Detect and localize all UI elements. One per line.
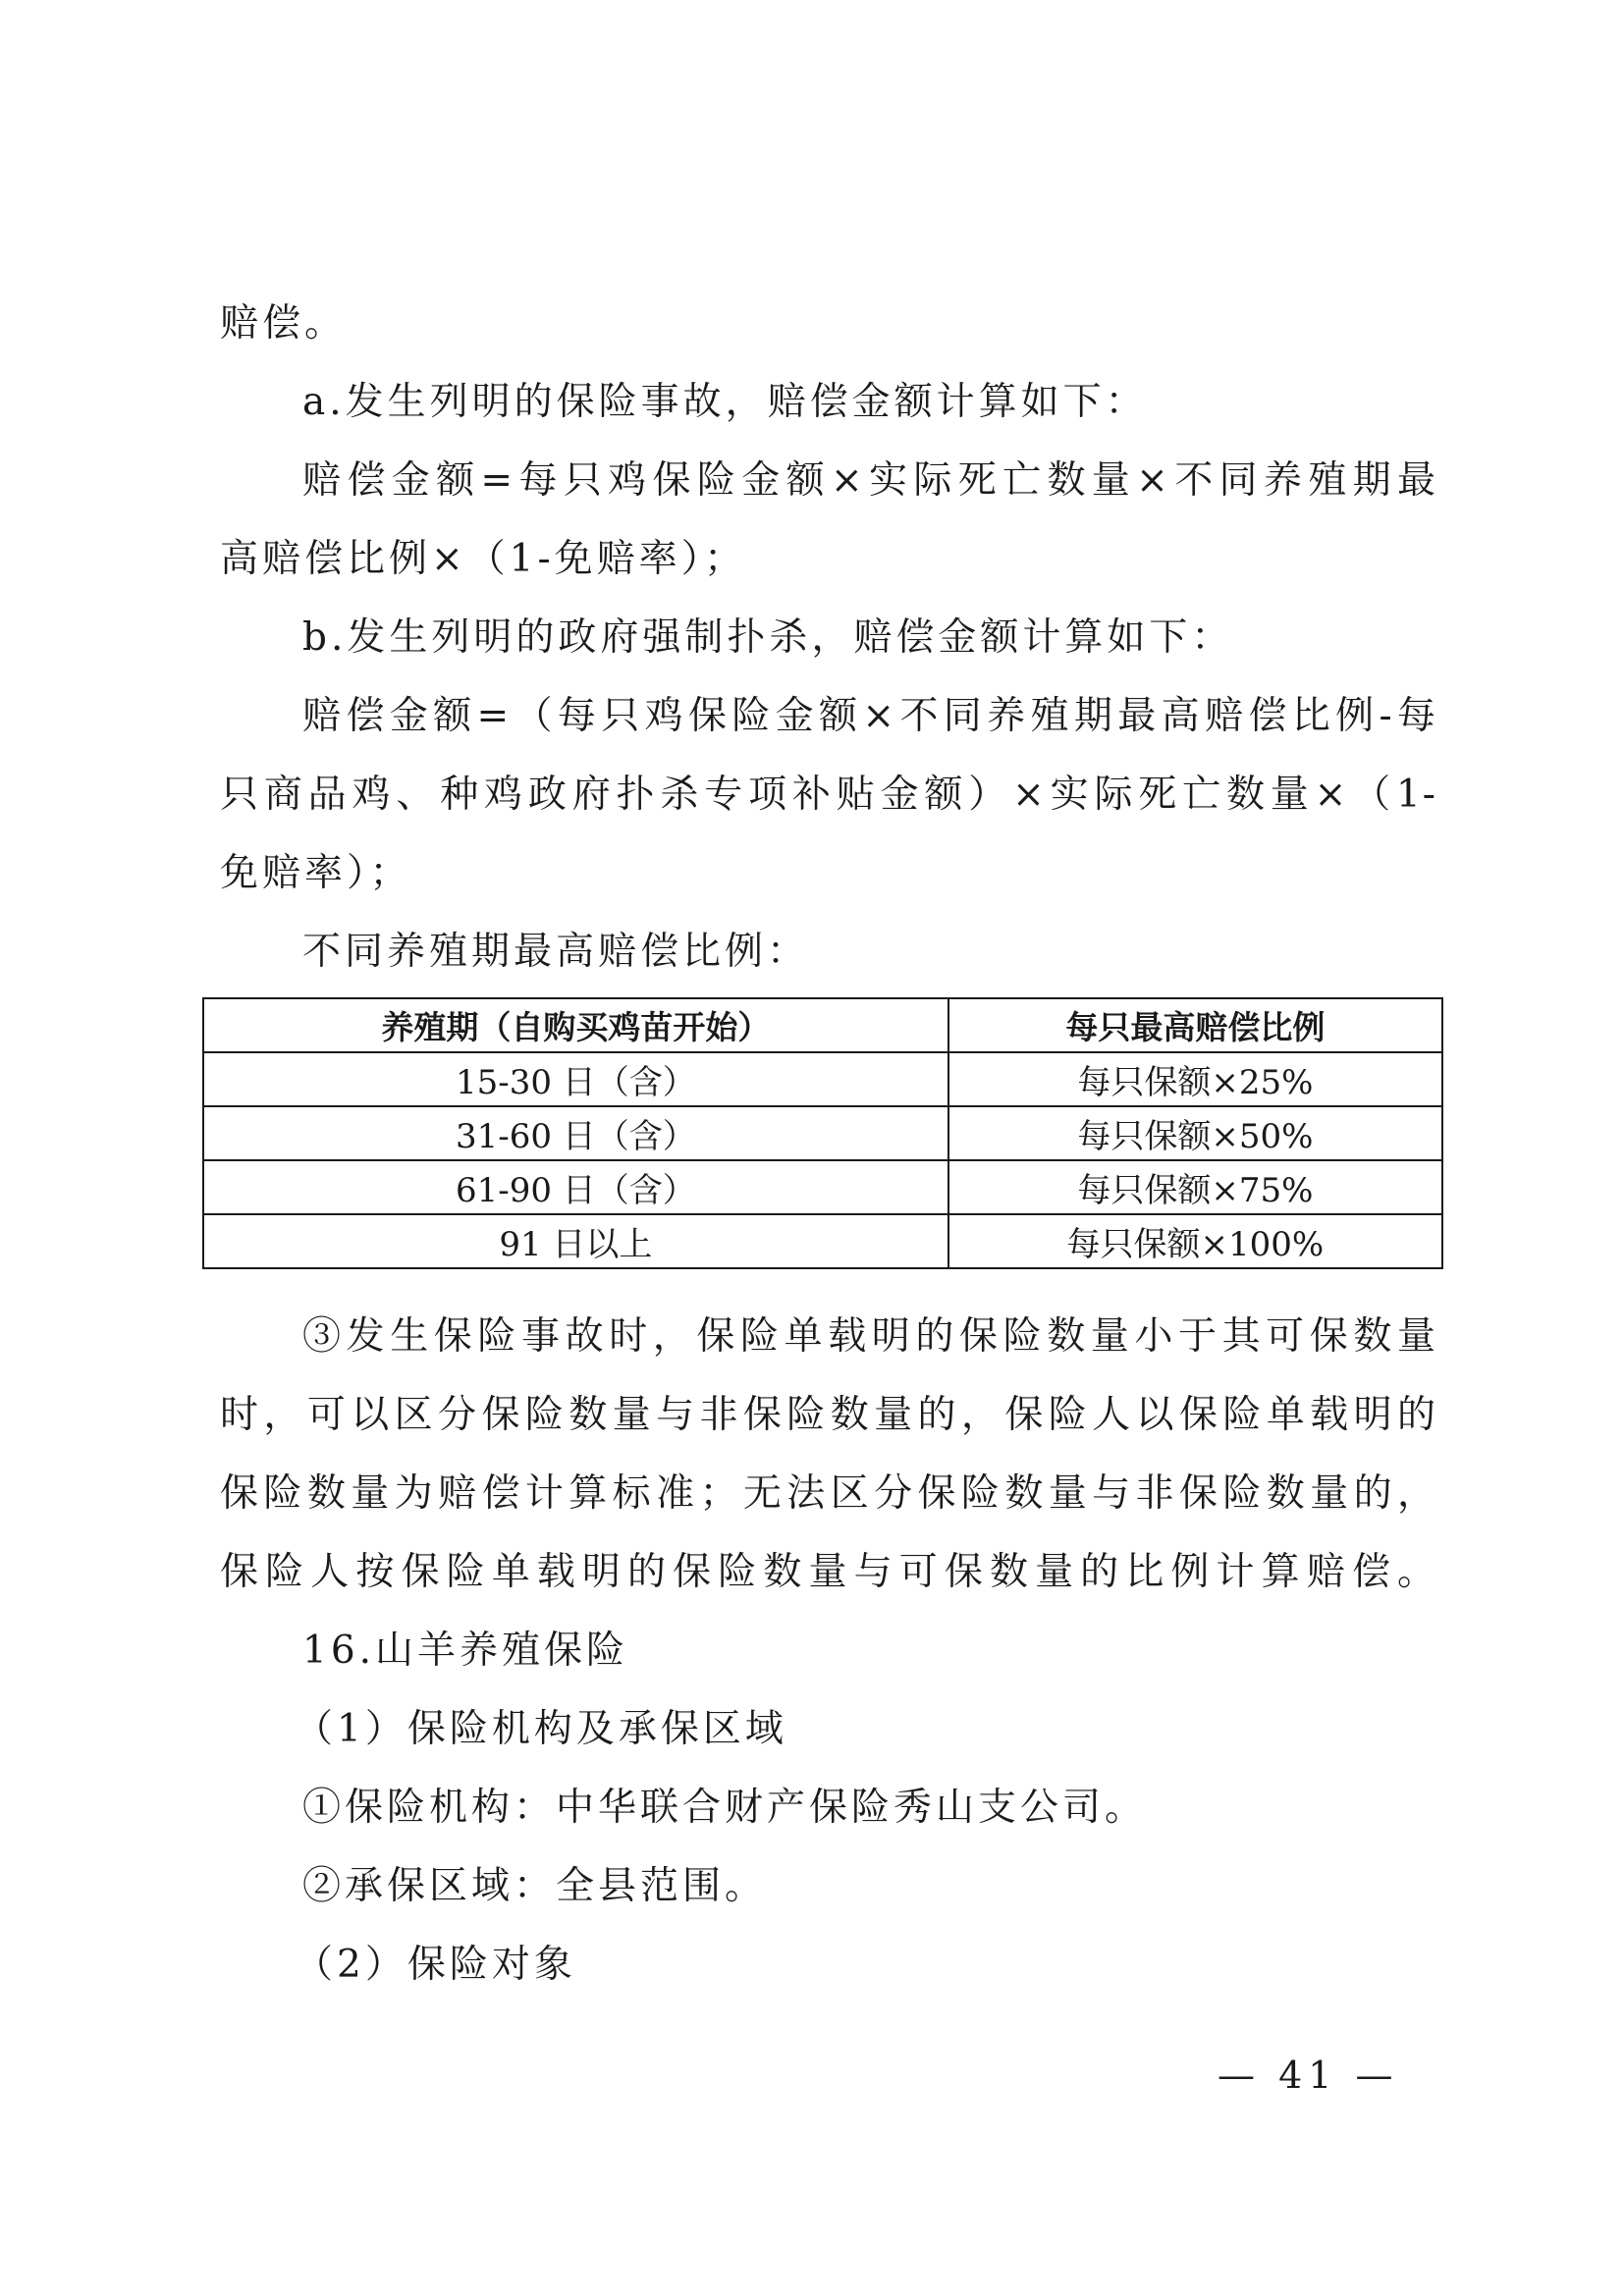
table-row [203, 1214, 1442, 1268]
period-cell: 15-30 日（含） [203, 1052, 948, 1106]
page-number: — 41 — [1218, 2054, 1399, 2097]
period-cell: 61-90 日（含） [203, 1160, 948, 1214]
formula-a-line-1: 赔偿金额=每只鸡保险金额×实际死亡数量×不同养殖期最 [302, 458, 1437, 503]
subsection-2-heading: （2）保险对象 [295, 1943, 576, 1987]
subsection-1-heading: （1）保险机构及承保区域 [295, 1707, 787, 1751]
table-caption: 不同养殖期最高赔偿比例： [302, 930, 810, 974]
insurer-line: ①保险机构：中华联合财产保险秀山支公司。 [302, 1786, 1148, 1830]
ratio-cell: 每只保额×25% [948, 1052, 1442, 1106]
paragraph-continuation: 赔偿。 [220, 301, 348, 346]
clause-a-heading: a.发生列明的保险事故，赔偿金额计算如下： [302, 380, 1148, 424]
formula-b-line-1: 赔偿金额=（每只鸡保险金额×不同养殖期最高赔偿比例-每 [302, 694, 1437, 738]
clause-3-line-1: ③发生保险事故时，保险单载明的保险数量小于其可保数量 [302, 1314, 1437, 1359]
compensation-ratio-table [202, 997, 1443, 1269]
ratio-cell: 每只保额×75% [948, 1160, 1442, 1214]
formula-b-line-2: 只商品鸡、种鸡政府扑杀专项补贴金额）×实际死亡数量×（1- [220, 773, 1437, 817]
clause-3-line-4: 保险人按保险单载明的保险数量与可保数量的比例计算赔偿。 [220, 1550, 1437, 1594]
ratio-cell: 每只保额×100% [948, 1214, 1442, 1268]
table-header-row [203, 998, 1442, 1052]
formula-b-line-3: 免赔率）； [220, 851, 412, 895]
clause-b-heading: b.发生列明的政府强制扑杀，赔偿金额计算如下： [302, 615, 1234, 660]
header-breeding-period: 养殖期（自购买鸡苗开始） [203, 998, 948, 1052]
clause-3-line-3: 保险数量为赔偿计算标准；无法区分保险数量与非保险数量的， [220, 1471, 1437, 1516]
ratio-cell: 每只保额×50% [948, 1106, 1442, 1160]
period-cell: 31-60 日（含） [203, 1106, 948, 1160]
header-max-ratio: 每只最高赔偿比例 [948, 998, 1442, 1052]
period-cell: 91 日以上 [203, 1214, 948, 1268]
table-row [203, 1106, 1442, 1160]
coverage-area-line: ②承保区域：全县范围。 [302, 1864, 768, 1908]
formula-a-line-2: 高赔偿比例×（1-免赔率）； [220, 537, 747, 581]
table-row [203, 1160, 1442, 1214]
table-row [203, 1052, 1442, 1106]
clause-3-line-2: 时，可以区分保险数量与非保险数量的，保险人以保险单载明的 [220, 1393, 1437, 1437]
section-16-heading: 16.山羊养殖保险 [302, 1629, 629, 1673]
